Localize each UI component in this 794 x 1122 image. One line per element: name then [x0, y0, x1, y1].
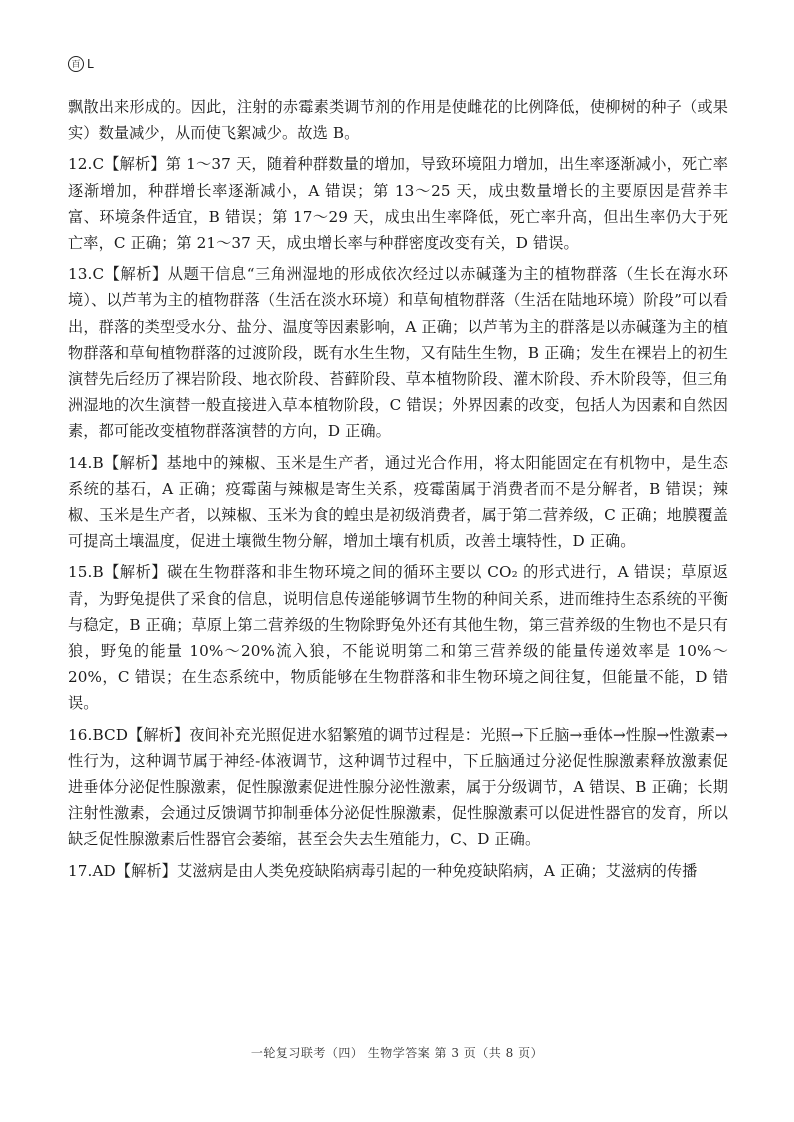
- answer-content: [68, 94, 728, 889]
- page-footer: 一轮复习联考（四） 生物学答案 第 3 页（共 8 页）: [250, 1046, 544, 1060]
- paragraph-13: 13.C【解析】从题干信息“三角洲湿地的形成依次经过以赤碱蓬为主的植物群落（生长在海水环境）、以芦苇为主的植物群落（生活在淡水环境）和草甸植物群落（生活在陆地环境）阶段”可以看出，群落的类型受水分、盐分、温度等因素影响，A 正确；以芦苇为主的群落是以赤碱蓬为主的植物群落和草甸植物群落的过渡阶段，既有水生生物，又有陆生生物，B 正确；发生在裸岩上的初生演替先后经历了裸岩阶段、地衣阶段、苔藓阶段、草本植物阶段、灌木阶段、乔木阶段等，但三角洲湿地的次生演替一般直接进入草本植物阶段，C 错误；外界因素的改变，包括人为因素和自然因素，都可能改变植物群落演替的方向，D 正确。: [68, 265, 728, 441]
- paragraph-17: 17.AD【解析】艾滋病是由人类免疫缺陷病毒引起的一种免疫缺陷病，A 正确；艾滋病的传播: [68, 861, 698, 880]
- paragraph-15: 15.B【解析】碳在生物群落和非生物环境之间的循环主要以 CO₂ 的形式进行，A 错误；草原返青，为野兔提供了采食的信息，说明信息传递能够调节生物的种间关系，进而维持生态系统的平衡与稳定，B 正确；草原上第二营养级的生物除野兔外还有其他生物，第三营养级的生物也不是只有狼，野兔的能量 10%～20%流入狼，不能说明第二和第三营养级的能量传递效率是 10%～20%，C 错误；在生态系统中，物质能够在生物群落和非生物环境之间往复，但能量不能，D 错误。: [68, 563, 728, 713]
- paragraph-11-continued: 飘散出来形成的。因此，注射的赤霉素类调节剂的作用是使雌花的比例降低，使柳树的种子（或果实）数量减少，从而使飞絮减少。故选 B。: [68, 98, 728, 143]
- paragraph-14: 14.B【解析】基地中的辣椒、玉米是生产者，通过光合作用，将太阳能固定在有机物中，是生态系统的基石，A 正确；疫霉菌与辣椒是寄生关系，疫霉菌属于消费者而不是分解者，B 错误；辣椒、玉米是生产者，以辣椒、玉米为食的蝗虫是初级消费者，属于第二营养级，C 正确；地膜覆盖可提高土壤温度，促进土壤微生物分解，增加土壤有机质，改善土壤特性，D 正确。: [68, 453, 728, 551]
- logo-mark: L: [87, 57, 94, 71]
- paragraph-12: 12.C【解析】第 1～37 天，随着种群数量的增加，导致环境阻力增加，出生率逐渐减小，死亡率逐渐增加，种群增长率逐渐减小，A 错误；第 13～25 天，成虫数量增长的主要原因是营养丰富、环境条件适宜，B 错误；第 17～29 天，成虫出生率降低，死亡率升高，但出生率仍大于死亡率，C 正确；第 21～37 天，成虫增长率与种群密度改变有关，D 错误。: [68, 155, 728, 253]
- logo-icon: 百: [68, 56, 84, 72]
- publisher-logo: [68, 56, 94, 72]
- paragraph-16: 16.BCD【解析】夜间补充光照促进水貂繁殖的调节过程是：光照→下丘脑→垂体→性腺→性激素→性行为，这种调节属于神经-体液调节，这种调节过程中，下丘脑通过分泌促性腺激素释放激素促进垂体分泌促性腺激素，促性腺激素促进性腺分泌性激素，属于分级调节，A 错误、B 正确；长期注射性激素，会通过反馈调节抑制垂体分泌促性腺激素，促性腺激素可以促进性器官的发育，所以缺乏促性腺激素后性器官会萎缩，甚至会失去生殖能力，C、D 正确。: [68, 725, 728, 849]
